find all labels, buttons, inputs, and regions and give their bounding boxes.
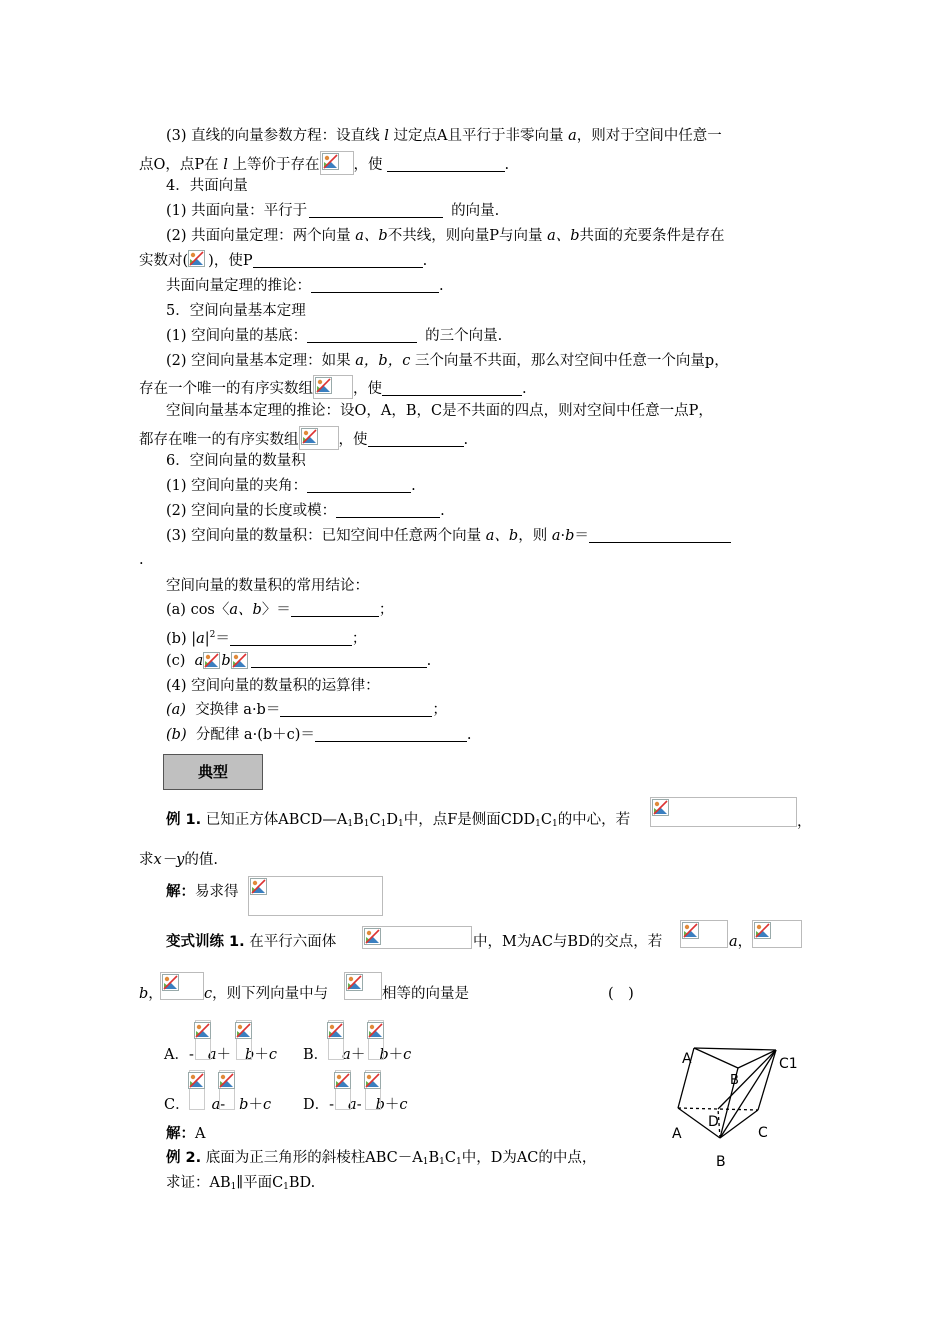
broken-image-icon — [328, 1020, 344, 1060]
option-a[interactable]: A．- a＋ b＋c — [164, 1047, 277, 1063]
broken-image-icon — [160, 972, 204, 1000]
text-line: (1) 空间向量的夹角： . — [166, 478, 416, 494]
text-line: (a) cos〈a、b〉＝ ； — [166, 602, 394, 618]
text-line: 实数对( )，使P . — [139, 250, 427, 271]
label-c1: C1 — [779, 1056, 798, 1072]
broken-image-icon — [320, 151, 354, 175]
label-a1: A — [682, 1051, 692, 1067]
broken-image-icon — [236, 1020, 252, 1060]
option-c[interactable]: C． a- b＋c — [164, 1097, 272, 1113]
broken-image-icon — [188, 250, 208, 270]
option-b[interactable]: B． a＋ b＋c — [303, 1047, 412, 1063]
answer-blank — [311, 277, 439, 293]
label-b1: B — [730, 1073, 739, 1088]
variant-1: 变式训练 1. 在平行六面体 — [166, 934, 337, 950]
text-line: (2) 空间向量基本定理：如果 a，b，c 三个向量不共面，那么对空间中任意一个向量p， — [166, 353, 729, 369]
broken-image-icon — [365, 1070, 381, 1110]
answer-blank — [280, 701, 432, 717]
edge-a1b1 — [694, 1048, 738, 1068]
text-line: 中，M为AC与BD的交点，若 — [473, 934, 663, 950]
answer-blank — [307, 327, 417, 343]
answer-paren: ( ) — [608, 986, 634, 1002]
answer-blank — [336, 502, 440, 518]
broken-image-icon — [299, 426, 339, 450]
answer-blank — [251, 652, 427, 668]
text-line: b， — [139, 986, 163, 1002]
section-heading: 6．空间向量的数量积 — [166, 453, 306, 469]
answer-blank — [307, 477, 411, 493]
broken-image-icon — [231, 652, 251, 670]
text-line: (b) 分配律 a·(b＋c)＝ . — [166, 727, 472, 743]
answer-blank — [382, 380, 522, 396]
broken-image-icon — [248, 876, 383, 916]
section-heading: 4．共面向量 — [166, 178, 248, 194]
text-line: 共面向量定理的推论： . — [166, 278, 444, 294]
broken-image-icon — [362, 926, 472, 949]
example-2: 例 2. 底面为正三角形的斜棱柱$ABC-A_1B_1C_1$中，D为AC的中点， — [166, 1150, 597, 1167]
broken-image-icon — [313, 375, 353, 399]
edge-a1c1 — [694, 1048, 776, 1050]
broken-image-icon — [344, 972, 382, 1000]
answer-blank — [368, 431, 464, 447]
answer-blank — [315, 726, 467, 742]
broken-image-icon — [680, 920, 728, 948]
section-header-box: 典型 — [163, 754, 263, 790]
text-line: (2) 共面向量定理：两个向量 a、b不共线，则向量P与向量 a、b共面的充要条件是存在 — [166, 228, 725, 244]
text-line: 都存在唯一的有序实数组 ，使 . — [139, 426, 468, 450]
answer-blank — [387, 156, 505, 172]
text-line: (c) a b . — [166, 653, 432, 669]
text-line: (1) 共面向量：平行于 的向量. — [166, 203, 500, 219]
label-b: B — [716, 1154, 726, 1170]
answer-blank — [291, 601, 379, 617]
text-line: 空间向量基本定理的推论：设O，A，B，C是不共面的四点，则对空间中任意一点P， — [166, 403, 713, 419]
text-line: (a) 交换律 a·b＝ ； — [166, 702, 447, 718]
broken-image-icon — [752, 920, 802, 948]
text-line: (2) 空间向量的长度或模： . — [166, 503, 445, 519]
answer-blank — [309, 202, 443, 218]
text-line: (3) 空间向量的数量积：已知空间中任意两个向量 a、b，则 a·b＝ — [166, 526, 731, 546]
broken-image-icon — [219, 1070, 235, 1110]
label-c: C — [758, 1125, 768, 1141]
option-d[interactable]: D．- a- b＋c — [303, 1097, 408, 1113]
text-line: 点O，点P在 l 上等价于存在 ，使 . — [139, 151, 509, 175]
text-line: 存在一个唯一的有序实数组 ，使 . — [139, 375, 527, 399]
broken-image-icon — [203, 652, 221, 670]
prism-figure — [660, 1030, 810, 1175]
answer-blank — [253, 252, 423, 268]
section-heading: 5．空间向量基本定理 — [166, 303, 306, 319]
broken-image-icon — [189, 1070, 205, 1110]
example-1: 例 1. 已知正方体$ABCD—A_1B_1C_1D_1$中，点F是侧面$CDD_1C_1$的中心，若 — [166, 812, 631, 829]
broken-image-icon — [368, 1020, 384, 1060]
text-line: (4) 空间向量的数量积的运算律： — [166, 678, 380, 694]
text-line: (b) $|a|^2=$ ； — [166, 630, 367, 647]
answer-blank — [230, 630, 352, 646]
solution-variant-1: 解：A — [166, 1126, 206, 1142]
label-d: D — [708, 1114, 719, 1130]
broken-image-icon — [650, 797, 797, 827]
text-line: . — [139, 552, 144, 568]
text-line: 求证：$AB_1\parallel$平面$C_1BD$. — [166, 1175, 316, 1192]
label-a: A — [672, 1126, 682, 1142]
text-line: 求x－y的值. — [139, 852, 218, 868]
text-line: c，则下列向量中与 — [204, 986, 329, 1002]
text-line: 空间向量的数量积的常用结论： — [166, 578, 369, 594]
answer-blank — [589, 527, 731, 543]
solution-1: 解：易求得 — [166, 884, 239, 900]
text-line: (1) 空间向量的基底： 的三个向量. — [166, 328, 503, 344]
text-line: a， — [729, 934, 753, 950]
broken-image-icon — [195, 1020, 211, 1060]
broken-image-icon — [335, 1070, 351, 1110]
text-line: ， — [797, 814, 812, 830]
text-line: 相等的向量是 — [382, 986, 469, 1002]
text-line: (3) 直线的向量参数方程：设直线 l 过定点A且平行于非零向量 a，则对于空间中任意一 — [166, 128, 722, 144]
